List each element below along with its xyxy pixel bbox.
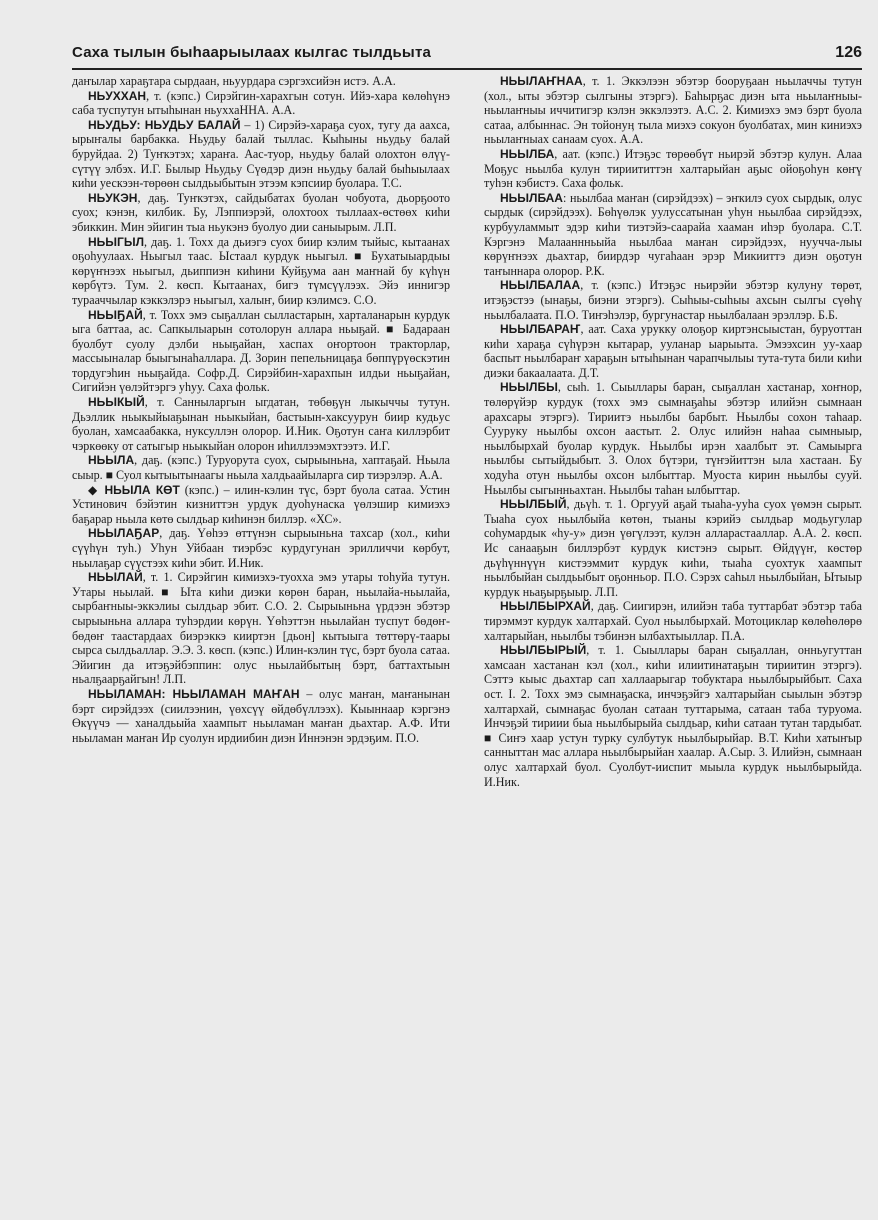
- entry-definition: даҥылар хараҕтарa сырдаан, ньуурдара сэргэхсийэн истэ. А.А.: [72, 74, 396, 88]
- entry-definition: (кэпс.) Туруорута суох, сырыыньна, хаптаҕай. Ньыла сыыр. ■ Суол кытыытынаагы ньыла халдьаайыларга сир тиэрэлэр. А.А.: [72, 453, 450, 483]
- entry-headword: НЬУХХАН: [88, 88, 147, 103]
- entry-grammar-marker: , т.: [582, 74, 600, 88]
- entry-definition: Саха урукку олоҕор киртэнсыыстан, буруоттан киһи хараҕа сүһүрэн кытарар, ууланар ыарыыта. Эмээхсин уу-хаар баспыт ньылбараҥ хараҕын ытыһынан чарапчылыы тута-тута били киһи диэки бакаалаата. Д.Т.: [484, 322, 862, 380]
- entry-headword: НЬЫКЫЙ: [88, 395, 145, 410]
- dictionary-entry: [72, 89, 450, 118]
- entry-grammar-marker: , т.: [146, 88, 162, 103]
- header-rule: [72, 68, 862, 70]
- left-column: [72, 74, 450, 1174]
- dictionary-entry: [484, 74, 862, 147]
- entry-headword: НЬЫЛБАЛАА: [500, 278, 581, 293]
- entry-headword: НЬЫЛБА: [500, 146, 555, 161]
- entry-definition: – 1) Сирэйэ-хараҕа суох, тугу да аахса, ырыҥалы барбакка. Ньудьу балай тыллас. Кыһыны ньудьу балай буруйдаа. 2) Туҥкэтэх; хараҥа. Аас-туор, ньудьу балай олохтон өлүү-сүтүү элбэх. И.Г. Былыр Ньудьу Сүөдэр диэн ньудьу балай быһыылаах киһи уескээн-төрөөн сылдьыбытын этээм кэпсиир буолара. Т.С.: [72, 117, 450, 191]
- dictionary-entry: [484, 278, 862, 322]
- entry-grammar-marker: , даҕ.: [134, 453, 163, 468]
- entry-grammar-marker: , т.: [144, 395, 165, 410]
- dictionary-entry: [484, 643, 862, 789]
- entry-definition: Үөһээ өттүнэн сырыыньна тахсар (хол., киһи сүүһүн туһ.) Уһун Уйбаан тиэрбэс курдугунан эрилличчи көрбут, ньылаҕар сүүстээх киһи эбит. И.Ник.: [72, 526, 450, 570]
- dictionary-entry: [484, 599, 862, 643]
- entry-headword: НЬЫЛБАА: [500, 190, 563, 205]
- dictionary-entry: [72, 191, 450, 235]
- dictionary-entry: [72, 483, 450, 527]
- entry-definition: (кэпс.) Сирэйгин-харахгын сотун. Ийэ-хара көлөһүнэ саба туспутун ытыһынан ньуххаННА. А.А.: [72, 88, 450, 118]
- entry-definition: Туҥкэтэх, сайдыбатах буолан чобуота, дьорҕоото суох; кэнэн, килбик. Бу, Лэппиэрэй, олохтоох тыллаах-өстөөх киһи эбиккин. Мин эйигин тыа ньукэнэ буолуо дии саныырым. Л.П.: [72, 190, 450, 234]
- dictionary-entry: [484, 191, 862, 279]
- entry-definition: 1. Сыыллары баран сыҕаллан, онньугуттан хамсаан хастанан кэл (хол., киһи илиитинатаҕын тириитин этэргэ). Сэттэ кыыс дьахтар сап халлаарыгар тобуктара ньылбырыйбыт. Саха ост. I. 2. Тохх эмэ сымнаҕаска, инчэҕэйгэ халтарыйан сыылын эбэтэр халтархай, сымнаҕас буолан сатаан туттарыма, сатаан таба туруома. Инчэҕэй тириии быа ньылбырыйа сылдьар, киһи сатаан тутан тардыбат. ■ Сиҥэ хаар устун турку сулбутук ньылбырыйар. В.Т. Киһи хатыҥыр санныттан мас аллара ньылбырыйан хаалар. А.Сыр. 3. Илийэн, сымнаан олус халтархай буол. Суолбут-ииспит мыыла курдук ньылбырыйда. И.Ник.: [484, 643, 862, 789]
- entry-grammar-marker: , дьүһ. т.: [566, 497, 613, 512]
- entry-grammar-marker: , т.: [586, 643, 606, 658]
- entry-definition: Санныларгын ыгдатан, төбөҕүн лыкыччы тутун. Дьэллик ньыкыйыаҕынан ньыкыйан, бастыын-хаксуурун биир кудьус буолан, хамсаабакка, нуксуллэн олорор. И.Ник. Оҕотун саҥа киллэрбит чэркөөку от сатыгыр ньыкыйан олорон иһиллээмэхтээтэ. И.Г.: [72, 395, 450, 453]
- entry-definition: (кэпс.) Итэҕэс төрөөбүт ньирэй эбэтэр кулун. Алаа Моҕус ньылба кулун тириититтэн халтарыйан аҕыс ойоҕоһун көҥү туһэн кэбистэ. Саха фольк.: [484, 146, 862, 191]
- dictionary-entry: [484, 380, 862, 497]
- dictionary-entry: [72, 395, 450, 453]
- entry-headword: ◆ НЬЫЛА КӨТ: [88, 482, 180, 497]
- entry-headword: НЬЫЛАМАН: НЬЫЛАМАН МАҤАН: [88, 686, 300, 701]
- entry-headword: НЬЫЛБЫРХАЙ: [500, 599, 591, 614]
- entry-grammar-marker: , т.: [142, 307, 158, 322]
- entry-headword: НЬУДЬУ: НЬУДЬУ БАЛАЙ: [88, 117, 241, 132]
- entry-grammar-marker: , аат.: [554, 146, 581, 161]
- entry-headword: НЬЫЛБЫ: [500, 380, 558, 395]
- page-number: 126: [835, 44, 862, 61]
- entry-headword: НЬЫЛАҤНАА: [500, 74, 583, 88]
- entry-grammar-marker: :: [562, 190, 567, 205]
- entry-definition: Сиигирэн, илийэн таба туттарбат эбэтэр таба тирэммэт курдук халтархай. Суол ньылбырхай. Мотоциклар көлөһөлөрө халтарыйан, ньылбы тэбинэн ылбахтыыллар. П.А.: [484, 599, 862, 643]
- entry-definition: Тохх эмэ сыҕаллан сылластарын, харталанарын курдук ыга баттаа, ас. Сапкылыарын сотолорун аллара ньыҕай. ■ Бадараан буолбут суолу дэлби ньыҕайан, хаспах оҥортоон тракторлар, массыыналар быыгынаһаллара. Д. Зорин пепельницаҕа бөппүрүөскэтин тордугэһин ньыҕайда. Софр.Д. Сирэйбин-харахпын илдьи ньыҕайан, Сигийэн үөлэйтэргэ уһуу. Саха фольк.: [72, 307, 450, 395]
- entry-headword: НЬЫЛБАРАҤ: [500, 322, 581, 337]
- entry-headword: НЬУКЭН: [88, 190, 138, 205]
- entry-definition: (кэпс.) Итэҕэс ньирэйи эбэтэр кулуну төрөт, итэҕэстээ (ынаҕы, биэни этэргэ). Сыһыы-сыһыы ахсын сылгы сүөһү ньылбалаата. П.О. Тиҥэһэлэр, бургунастар ньылбалаан эрэллэр. Б.Б.: [484, 278, 862, 322]
- dictionary-entry: [72, 118, 450, 191]
- entry-definition: 1. Эккэлээн эбэтэр бооруҕаан ньылаччы тутун (хол., ыты эбэтэр сылгыны этэргэ). Баһырҕас диэн ыта ньылаҥныы-ньылаҥныы иччитигэр кэлэн эккэлээтэ. А.С. 2. Кимиэхэ эмэ бэрт буола сатаа, албыннас. Эн тойонуӊ тыла миэхэ сокуон буолбатах, мин киниэхэ ньылаҥныах санаам суох. А.А.: [484, 74, 862, 147]
- dictionary-entry: [484, 322, 862, 380]
- dictionary-entry: [72, 687, 450, 745]
- entry-grammar-marker: , аат.: [580, 322, 607, 337]
- dictionary-entry: [72, 526, 450, 570]
- entry-headword: НЬЫЛАҔАР: [88, 526, 160, 541]
- entry-grammar-marker: , даҕ.: [590, 599, 619, 614]
- entry-grammar-marker: , даҕ.: [137, 190, 170, 205]
- entry-headword: НЬЫЛБЫРЫЙ: [500, 643, 587, 658]
- entry-grammar-marker: , даҕ.: [144, 234, 172, 249]
- entry-grammar-marker: , т.: [580, 278, 599, 293]
- entry-headword: НЬЫГЫЛ: [88, 234, 145, 249]
- entry-headword: НЬЫЛАЙ: [88, 570, 143, 585]
- entry-headword: НЬЫЛБЫЙ: [500, 497, 567, 512]
- dictionary-entry: [72, 74, 450, 89]
- entry-definition: 1. Оргууй аҕай тыаһа-ууһа суох үөмэн сырыт. Тыаһа суох ньылбыйа көтөн, тыаны кэрийэ сылдьар модьугулар соһумардык «һу-у» диэн үөгүлээт, кулэн алларастааллар. А.А. 2. көсп. Ис санааҕын биллэрбэт курдук кистэнэ сырыт. Өйдүүҥ, көстөр дьүһүннүүн кистээммит курдук киһи, тыаһа суохтук хаампыт ньылбыйан сылдьыбыт оҕонньор. П.О. Сэрэх саһыл ньылбыйан, Ытыыр курдук ньаҕырҕыыр. Л.П.: [484, 497, 862, 599]
- entry-headword: НЬЫҔАЙ: [88, 307, 143, 322]
- dictionary-entry: [72, 453, 450, 482]
- entry-definition: 1. Сыыллары баран, сыҕаллан хастанар, хоҥнор, төлөрүйэр курдук (тохх эмэ сымнаҕаһы эбэтэр илийэн сымнаан арахсары этэргэ). Тириитэ ньылбы барбыт. Ньылбы сохон таһаар. Сууруку ньылбы охсон аастыт. 2. Олус илийэн наһаа сымныыр, ньылбырхай буолар курдук. Ньылбы ирэн хаалбыт эт. Самыырга ньылбы сытыйдыбыт. 3. Олох бүтэри, түҥэйиттэн ыла хастаан. Бу ходуһа отун ньылбы охсон ылбыттар. Муоста кирин ньылбы сууй. Ньылбы сыгынньахтан. Ньылбы таһан ылбыттар.: [484, 380, 862, 497]
- entry-definition: 1. Тохх да дьиэгэ суох биир кэлим тыйыс, кытаанах оҕоһуулаах. Ньыгыл таас. Ыстаал курдук ньыгыл. ■ Бухатыыардыы көрүҥнээх ньыгыл, дьиппиэн киһини Куйҕума аан маҥнай бу күһүн көрбүтэ. Тум. 2. көсп. Кытаанах, бигэ түмсүүлээх. Эйэ иннигэр турааччылар кэккэлэрэ ньыгыл, халыҥ, биир кэлимсэ. С.О.: [72, 234, 450, 307]
- entry-headword: НЬЫЛА: [88, 453, 135, 468]
- dictionary-entry: [72, 308, 450, 396]
- entry-definition: 1. Сирэйгин кимиэхэ-туохха эмэ утары тоһуйа тутун. Утары ньылай. ■ Ыта киһи диэки көрөн баран, ньылайа-ньылайа, сырбаҥныы-эккэлиы сылдьар эбит. С.О. 2. Сырыыньна үрдээн эбэтэр сырыыньна аллара туһэрдии көрүн. Үөһэттэн ньылайан туспут бөдөҥ-бөдөҥ таастардаах биэрэккэ кииртэн [дьон] кытыыга төттөрү-таары сырса сылдьаллар. Э.Э. 3. көсп. (кэпс.) Илин-кэлин түс, бэрт буола сатаа. Эйигин да итэҕэйбэппин: олус ньылайбытыӊ бэрт, баттахтыын ньалҕаарҕайгын! Л.П.: [72, 570, 450, 687]
- entry-grammar-marker: , даҕ.: [159, 526, 191, 541]
- dictionary-entry: [72, 570, 450, 687]
- entry-definition: – олус маҥан, маҥанынан бэрт сирэйдээх (сиилээнин, үөхсүү өйдөбүллээх). Кыыннаар кэргэнэ Өкүүчэ — ханалдьыйа хаампыт ньыламан маҥан дьахтар. А.Ф. Ити ньыламан маҥан Ир суолун ирдиибин диэн Иннэнэн эрдэҕим. П.О.: [72, 686, 450, 745]
- running-header: [72, 40, 862, 66]
- running-title: Саха тылын быһаарыылаах кылгас тылдьыта: [72, 44, 432, 61]
- dictionary-entry: [72, 235, 450, 308]
- dictionary-entry: [484, 497, 862, 599]
- dictionary-entry: [484, 147, 862, 191]
- entry-grammar-marker: , сыһ.: [557, 380, 590, 395]
- entry-grammar-marker: , т.: [142, 570, 159, 585]
- right-column: [484, 74, 862, 1174]
- entry-definition: ньылбаа маҥан (сирэйдээх) – эҥкилэ суох сырдык, олус сырдык (сирэйдээх). Бөһүөлэк уулуссатынан уһун ньылбаа сирэйдээх, курбууламмыт эдэр киһи тиэтэйэ-саарайа хааман иһэр буолара. С.Т. Кэргэнэ Малааннньыйа ньылбаа маҥан сирэйдээх, нуучча-лыы көрүҥнээх дьахтар, биирдэр чугаһаан эрэр Микииттэ диэн оҕотун таҥыннара олорор. Р.К.: [484, 190, 862, 278]
- entry-definition: (кэпс.) – илин-кэлин түс, бэрт буола сатаа. Устин Устинович бэйэтин кизниттэн урдук дуоһунаска үөлэшир кимиэхэ баҕарар ньыла көтө сылдьар киһинэн биллэр. «ХС».: [72, 482, 450, 526]
